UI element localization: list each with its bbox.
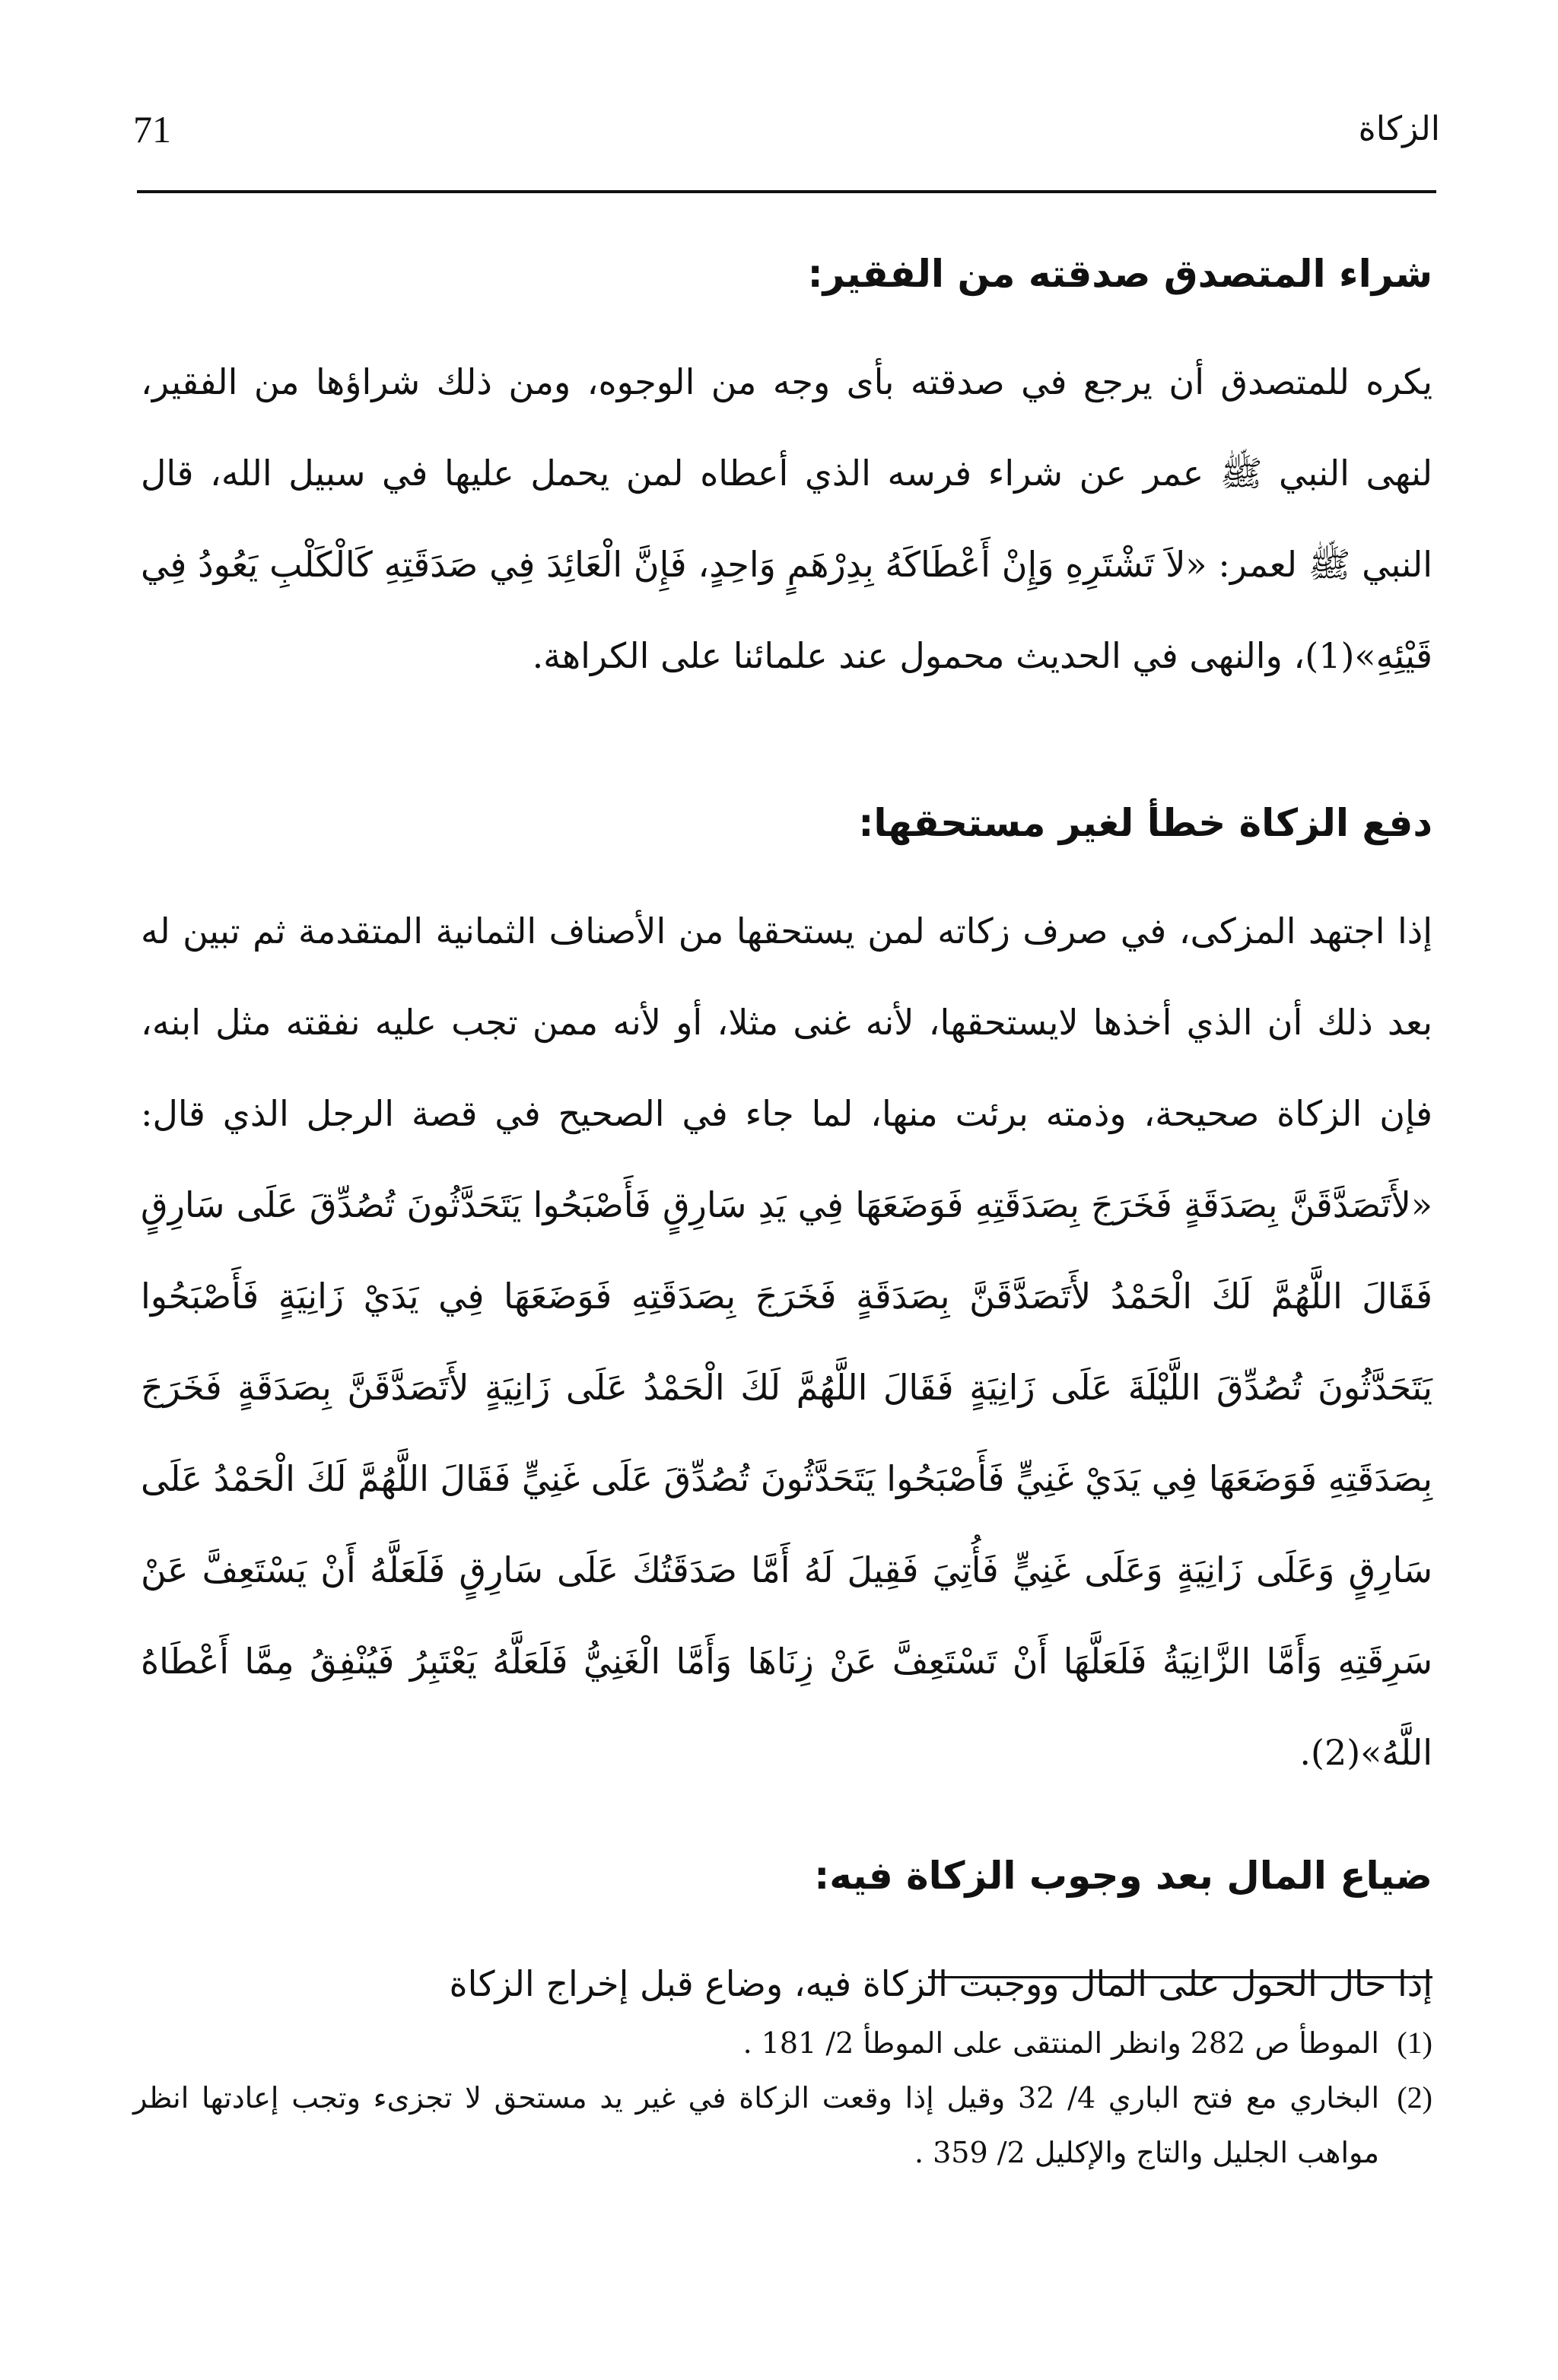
footnotes — [133, 2016, 1432, 2180]
footnote-number: (1) — [1397, 2026, 1432, 2060]
section-heading-buying-back-charity: شراء المتصدق صدقته من الفقير: — [807, 252, 1432, 296]
running-head — [133, 99, 1440, 160]
section-heading-zakat-to-ineligible: دفع الزكاة خطأ لغير مستحقها: — [858, 801, 1432, 845]
header-rule — [137, 190, 1436, 193]
footnote-number: (2) — [1397, 2080, 1432, 2115]
footnote-text: الموطأ ص 282 وانظر المنتقى على الموطأ 2/ 181 . — [742, 2026, 1379, 2060]
footnote-text: البخاري مع فتح الباري 4/ 32 وقيل إذا وقعت الزكاة في غير يد مستحق لا تجزىء وتجب إعادتها انظر مواهب الجليل والتاج والإكليل 2/ 359 . — [133, 2081, 1380, 2169]
section-paragraph-buying-back-charity: يكره للمتصدق أن يرجع في صدقته بأى وجه من الوجوه، ومن ذلك شراؤها من الفقير، لنهى النبي ﷺ عمر عن شراء فرسه الذي أعطاه لمن يحمل عليها في سبيل الله، قال النبي ﷺ لعمر: «لاَ تَشْتَرِهِ وَإِنْ أَعْطَاكَهُ بِدِرْهَمٍ وَاحِدٍ، فَإِنَّ الْعَائِدَ فِي صَدَقَتِهِ كَالْكَلْبِ يَعُودُ فِي قَيْئِهِ»(1)، والنهى في الحديث محمول عند علمائنا على الكراهة. — [141, 361, 1432, 676]
footnote-2 — [133, 2070, 1432, 2180]
section-paragraph-loss-of-wealth: إذا حال الحول على المال ووجبت الزكاة فيه، وضاع قبل إخراج الزكاة — [449, 1963, 1432, 2004]
footnote-1 — [133, 2016, 1432, 2070]
running-title: الزكاة — [1358, 110, 1440, 148]
section-heading-loss-of-wealth: ضياع المال بعد وجوب الزكاة فيه: — [814, 1854, 1432, 1898]
footnote-rule — [928, 1976, 1432, 1978]
page-body — [141, 236, 1432, 2064]
section-paragraph-zakat-to-ineligible: إذا اجتهد المزكى، في صرف زكاته لمن يستحقها من الأصناف الثمانية المتقدمة ثم تبين له بعد ذلك أن الذي أخذها لايستحقها، لأنه غنى مثلا، أو لأنه ممن تجب عليه نفقته مثل ابنه، فإن الزكاة صحيحة، وذمته برئت منها، لما جاء في الصحيح في قصة الرجل الذي قال: «لأَتَصَدَّقَنَّ بِصَدَقَةٍ فَخَرَجَ بِصَدَقَتِهِ فَوَضَعَهَا فِي يَدِ سَارِقٍ فَأَصْبَحُوا يَتَحَدَّثُونَ تُصُدِّقَ عَلَى سَارِقٍ فَقَالَ اللَّهُمَّ لَكَ الْحَمْدُ لأَتَصَدَّقَنَّ بِصَدَقَةٍ فَخَرَجَ بِصَدَقَتِهِ فَوَضَعَهَا فِي يَدَيْ زَانِيَةٍ فَأَصْبَحُوا يَتَحَدَّثُونَ تُصُدِّقَ اللَّيْلَةَ عَلَى زَانِيَةٍ فَقَالَ اللَّهُمَّ لَكَ الْحَمْدُ عَلَى زَانِيَةٍ لأَتَصَدَّقَنَّ بِصَدَقَةٍ فَخَرَجَ بِصَدَقَتِهِ فَوَضَعَهَا فِي يَدَيْ غَنِيٍّ فَأَصْبَحُوا يَتَحَدَّثُونَ تُصُدِّقَ عَلَى غَنِيٍّ فَقَالَ اللَّهُمَّ لَكَ الْحَمْدُ عَلَى سَارِقٍ وَعَلَى زَانِيَةٍ وَعَلَى غَنِيٍّ فَأُتِيَ فَقِيلَ لَهُ أَمَّا صَدَقَتُكَ عَلَى سَارِقٍ فَلَعَلَّهُ أَنْ يَسْتَعِفَّ عَنْ سَرِقَتِهِ وَأَمَّا الزَّانِيَةُ فَلَعَلَّهَا أَنْ تَسْتَعِفَّ عَنْ زِنَاهَا وَأَمَّا الْغَنِيُّ فَلَعَلَّهُ يَعْتَبِرُ فَيُنْفِقُ مِمَّا أَعْطَاهُ اللَّهُ»(2). — [141, 910, 1432, 1773]
page-number: 71 — [133, 108, 171, 151]
